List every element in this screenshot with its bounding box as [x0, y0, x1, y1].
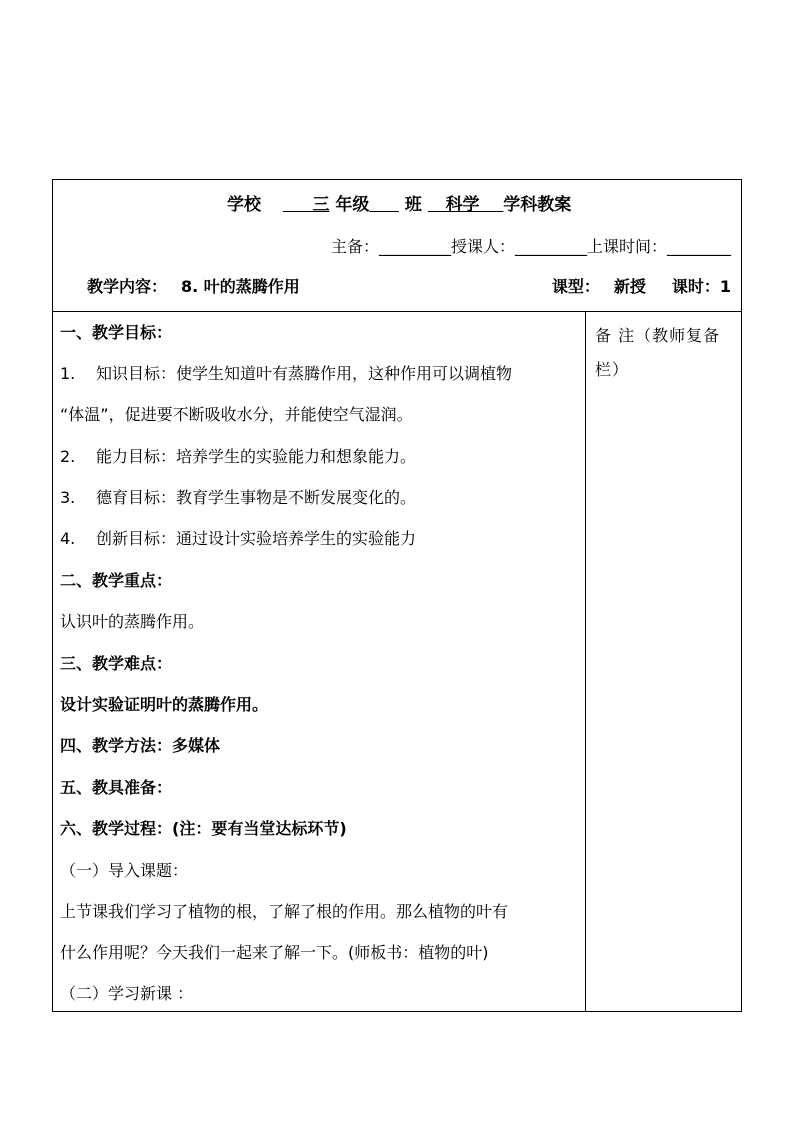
section-method: 四、教学方法：多媒体 [60, 736, 221, 755]
content-label: 教学内容： [87, 277, 168, 296]
type-line [552, 274, 731, 297]
goal-2 [60, 444, 416, 467]
type-label: 课型： [551, 277, 600, 296]
plan-title [227, 190, 571, 215]
process-intro-title: （一）导入课题： [60, 861, 189, 880]
grade-label: 年级 [335, 195, 370, 215]
notes-label: 备 注（教师复备栏） [595, 326, 721, 379]
type-value: 新授 [613, 277, 646, 296]
subject-value: 科学 [445, 195, 480, 215]
section-keypoints-title: 二、教学重点： [60, 571, 173, 590]
subject-field [428, 195, 503, 215]
goal-1-num: 1. [60, 364, 76, 383]
hours-value: 1 [719, 277, 731, 296]
goal-2-num: 2. [60, 447, 76, 466]
goal-2-text: 能力目标：培养学生的实验能力和想象能力。 [96, 447, 417, 466]
section-materials: 五、教具准备： [60, 778, 173, 797]
process-intro-line-1: 上节课我们学习了植物的根，了解了根的作用。那么植物的叶有 [60, 902, 509, 921]
section-process: 六、教学过程：(注：要有当堂达标环节) [60, 819, 347, 838]
goal-4 [60, 526, 416, 549]
hours-label: 课时： [671, 277, 720, 296]
section-difficulty-title: 三、教学难点： [60, 654, 173, 673]
meta-line: 主备：_________授课人：_________上课时间：________ [330, 237, 731, 256]
header-section [53, 180, 741, 312]
lesson-plan-table [52, 179, 742, 1012]
grade-field [283, 195, 330, 215]
content-value: 8. 叶的蒸腾作用 [181, 277, 300, 296]
goal-1-continued: “体温”，促进要不断吸收水分，并能使空气湿润。 [60, 405, 413, 424]
process-new-lesson-title: （二）学习新课 ： [60, 984, 194, 1003]
goal-1-text: 知识目标：使学生知道叶有蒸腾作用，这种作用可以调植物 [96, 364, 513, 383]
section-keypoints-text: 认识叶的蒸腾作用。 [60, 612, 205, 631]
class-label: 班 [404, 195, 422, 215]
section-difficulty-text: 设计实验证明叶的蒸腾作用。 [60, 695, 269, 714]
goal-3-text: 德育目标：教育学生事物是不断发展变化的。 [96, 488, 417, 507]
grade-value: 三 [312, 195, 330, 215]
notes-column [587, 312, 741, 1011]
goal-4-text: 创新目标：通过设计实验培养学生的实验能力 [96, 529, 417, 548]
section-goals-title: 一、教学目标： [60, 323, 173, 342]
title-school: 学校 [227, 195, 261, 215]
main-content-column [53, 312, 586, 1011]
goal-3 [60, 485, 416, 508]
goal-3-num: 3. [60, 488, 76, 507]
goal-4-num: 4. [60, 529, 76, 548]
content-line [87, 274, 300, 297]
goal-1 [60, 361, 512, 384]
class-field [369, 195, 399, 215]
subject-label: 学科教案 [503, 195, 572, 215]
process-intro-line-2: 什么作用呢？今天我们一起来了解一下。(师板书：植物的叶) [60, 943, 489, 962]
